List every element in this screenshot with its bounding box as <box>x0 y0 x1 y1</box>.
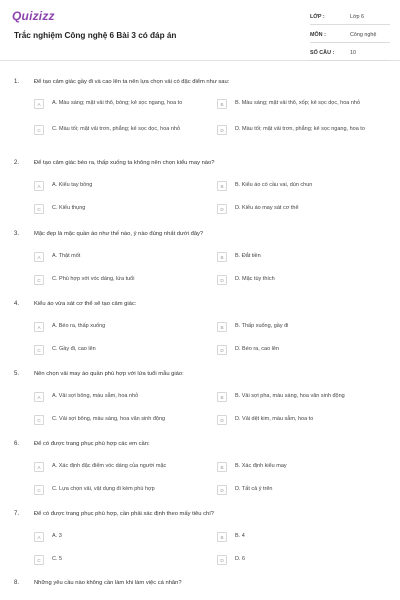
question-number: 4. <box>14 301 20 307</box>
option-letter-box: B <box>217 392 227 402</box>
option-text: C. Màu tối; mặt vải trơn, phẳng; kẻ sọc dọc, hoa nhỏ <box>52 126 181 132</box>
option-letter-box: B <box>217 181 227 191</box>
option-letter-box: A <box>34 99 44 109</box>
option-letter-box: D <box>217 555 227 565</box>
option-letter-box: D <box>217 485 227 495</box>
option-text: C. Vải sợi bông, màu sáng, hoa văn sinh động <box>52 416 166 422</box>
option-letter-box: A <box>34 462 44 472</box>
option-letter-box: B <box>217 252 227 262</box>
option-b[interactable] <box>217 252 393 262</box>
worksheet-meta <box>310 11 390 65</box>
option-text: A. Màu sáng; mặt vải thô, bóng; kẻ sọc ngang, hoa to <box>52 100 183 106</box>
option-text: B. Màu sáng; mặt vải thô, xốp; kẻ sọc dọc, hoa nhỏ <box>235 100 361 106</box>
option-c[interactable] <box>34 485 204 495</box>
option-text: D. 6 <box>235 556 246 562</box>
option-letter-box: C <box>34 275 44 285</box>
option-text: B. Thấp xuống, gầy đi <box>235 323 289 329</box>
question-number: 8. <box>14 580 20 586</box>
option-letter-box: B <box>217 532 227 542</box>
option-text: B. 4 <box>235 533 245 539</box>
question-text: Để tạo cảm giác béo ra, thấp xuống ta không nên chọn kiểu may nào? <box>34 160 215 166</box>
option-text: B. Đắt tiền <box>235 253 261 259</box>
option-letter-box: C <box>34 485 44 495</box>
option-b[interactable] <box>217 99 393 109</box>
question-number: 6. <box>14 441 20 447</box>
option-text: A. Thật mốt <box>52 253 81 259</box>
question-text: Để có được trang phục phù hợp, cần phải xác định theo mấy tiêu chí? <box>34 511 215 517</box>
question-number: 1. <box>14 79 20 85</box>
option-d[interactable] <box>217 345 393 355</box>
option-text: B. Xác định kiểu may <box>235 463 287 469</box>
option-letter-box: A <box>34 532 44 542</box>
option-a[interactable] <box>34 532 204 542</box>
option-text: B. Kiểu áo có cầu vai, dún chun <box>235 182 313 188</box>
option-a[interactable] <box>34 322 204 332</box>
option-d[interactable] <box>217 204 393 214</box>
option-b[interactable] <box>217 322 393 332</box>
option-d[interactable] <box>217 125 393 135</box>
option-letter-box: D <box>217 415 227 425</box>
option-d[interactable] <box>217 485 393 495</box>
option-c[interactable] <box>34 125 204 135</box>
option-b[interactable] <box>217 181 393 191</box>
option-letter-box: C <box>34 345 44 355</box>
worksheet-title: Trắc nghiệm Công nghệ 6 Bài 3 có đáp án <box>14 31 177 40</box>
option-text: A. Xác định đặc điểm vóc dáng của người mặc <box>52 463 167 469</box>
option-letter-box: B <box>217 322 227 332</box>
option-text: D. Vải dệt kim, màu sẫm, hoa to <box>235 416 314 422</box>
meta-value: Lớp 6 <box>350 14 365 20</box>
option-text: D. Tất cả ý trên <box>235 486 273 492</box>
option-letter-box: D <box>217 125 227 135</box>
question-number: 5. <box>14 371 20 377</box>
option-d[interactable] <box>217 415 393 425</box>
meta-label: LỚP : <box>310 14 325 20</box>
worksheet-header <box>0 0 400 61</box>
question-text: Mặc đẹp là mặc quần áo như thế nào, ý nào đúng nhất dưới đây? <box>34 231 204 237</box>
question-text: Kiểu áo vừa sát cơ thể sẽ tạo cảm giác: <box>34 301 137 307</box>
option-text: C. Phù hợp với vóc dáng, lứa tuổi <box>52 276 135 282</box>
meta-row-class <box>310 11 390 25</box>
meta-value: 10 <box>350 50 356 56</box>
option-letter-box: A <box>34 252 44 262</box>
meta-row-count <box>310 47 390 61</box>
option-letter-box: C <box>34 125 44 135</box>
option-text: C. Kiểu thụng <box>52 205 86 211</box>
option-b[interactable] <box>217 532 393 542</box>
meta-label: SỐ CÂU : <box>310 50 335 56</box>
option-a[interactable] <box>34 462 204 472</box>
question-text: Để có được trang phục phù hợp các em cần: <box>34 441 150 447</box>
option-text: C. 5 <box>52 556 63 562</box>
quizizz-logo: Quizizz <box>12 9 55 23</box>
meta-label: MÔN : <box>310 32 326 38</box>
option-letter-box: D <box>217 275 227 285</box>
question-number: 2. <box>14 160 20 166</box>
option-text: D. Mặc tùy thích <box>235 276 275 282</box>
option-c[interactable] <box>34 275 204 285</box>
option-a[interactable] <box>34 252 204 262</box>
option-text: C. Gầy đi, cao lên <box>52 346 96 352</box>
meta-value: Công nghệ <box>350 32 377 38</box>
option-c[interactable] <box>34 555 204 565</box>
question-text: Những yêu cầu nào không cần làm khi làm việc cá nhân? <box>34 580 182 586</box>
question-number: 7. <box>14 511 20 517</box>
option-letter-box: A <box>34 392 44 402</box>
option-text: A. Béo ra, thấp xuống <box>52 323 106 329</box>
option-text: A. Vải sợi bông, màu sẫm, hoa nhỏ <box>52 393 139 399</box>
option-letter-box: C <box>34 204 44 214</box>
option-letter-box: D <box>217 204 227 214</box>
option-letter-box: B <box>217 99 227 109</box>
option-text: A. Kiểu tay bồng <box>52 182 93 188</box>
option-a[interactable] <box>34 99 204 109</box>
option-d[interactable] <box>217 555 393 565</box>
option-text: B. Vải sợi pha, màu sáng, hoa văn sinh động <box>235 393 345 399</box>
option-letter-box: C <box>34 415 44 425</box>
option-text: D. Màu tối; mặt vải trơn, phẳng; kẻ sọc ngang, hoa to <box>235 126 365 132</box>
option-d[interactable] <box>217 275 393 285</box>
option-text: D. Kiểu áo may sát cơ thể <box>235 205 299 211</box>
option-a[interactable] <box>34 392 204 402</box>
option-a[interactable] <box>34 181 204 191</box>
option-letter-box: B <box>217 462 227 472</box>
option-letter-box: A <box>34 181 44 191</box>
option-text: D. Béo ra, cao lên <box>235 346 280 352</box>
option-c[interactable] <box>34 204 204 214</box>
option-b[interactable] <box>217 392 393 402</box>
question-text: Nên chọn vải may áo quần phù hợp với lứa tuổi mẫu giáo: <box>34 371 184 377</box>
option-letter-box: D <box>217 345 227 355</box>
option-letter-box: A <box>34 322 44 332</box>
meta-row-subject <box>310 29 390 43</box>
option-text: C. Lựa chọn vải, vật dụng đi kèm phù hợp <box>52 486 155 492</box>
question-number: 3. <box>14 231 20 237</box>
option-letter-box: C <box>34 555 44 565</box>
option-text: A. 3 <box>52 533 62 539</box>
option-c[interactable] <box>34 345 204 355</box>
question-text: Để tạo cảm giác gầy đi và cao lên ta nên lựa chọn vải có đặc điểm như sau: <box>34 79 230 85</box>
option-c[interactable] <box>34 415 204 425</box>
option-b[interactable] <box>217 462 393 472</box>
